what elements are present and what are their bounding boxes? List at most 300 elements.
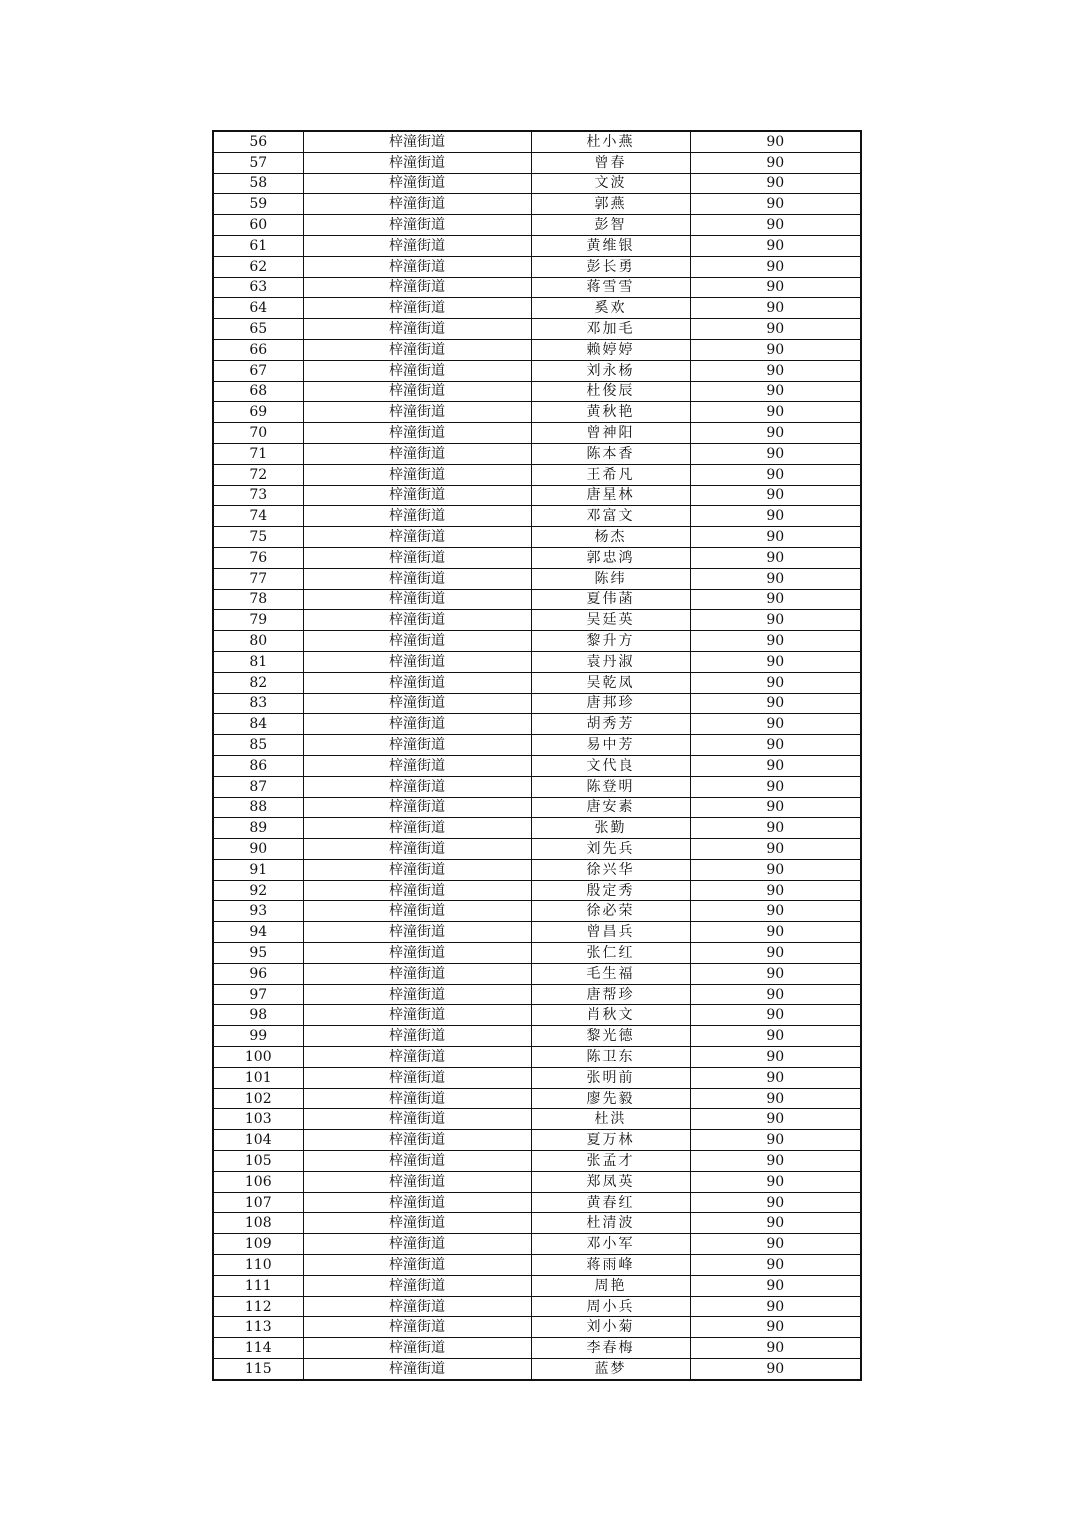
row-number-cell: 73 xyxy=(213,485,303,506)
street-cell: 梓潼街道 xyxy=(303,1067,531,1088)
row-number-cell: 61 xyxy=(213,235,303,256)
row-number-cell: 106 xyxy=(213,1171,303,1192)
table-row xyxy=(213,319,861,340)
street-cell: 梓潼街道 xyxy=(303,755,531,776)
table-row xyxy=(213,1275,861,1296)
street-cell: 梓潼街道 xyxy=(303,277,531,298)
person-name-cell: 文波 xyxy=(531,173,690,194)
person-name-cell: 刘小菊 xyxy=(531,1317,690,1338)
table-row xyxy=(213,922,861,943)
row-number-cell: 59 xyxy=(213,194,303,215)
person-name-cell: 黄秋艳 xyxy=(531,402,690,423)
person-name-cell: 吴廷英 xyxy=(531,610,690,631)
street-cell: 梓潼街道 xyxy=(303,1317,531,1338)
row-number-cell: 78 xyxy=(213,589,303,610)
person-name-cell: 邓小军 xyxy=(531,1234,690,1255)
row-number-cell: 60 xyxy=(213,215,303,236)
street-cell: 梓潼街道 xyxy=(303,1338,531,1359)
score-cell: 90 xyxy=(690,589,861,610)
row-number-cell: 58 xyxy=(213,173,303,194)
table-row xyxy=(213,1296,861,1317)
table-row xyxy=(213,485,861,506)
row-number-cell: 96 xyxy=(213,963,303,984)
row-number-cell: 112 xyxy=(213,1296,303,1317)
score-cell: 90 xyxy=(690,880,861,901)
table-row xyxy=(213,215,861,236)
street-cell: 梓潼街道 xyxy=(303,423,531,444)
score-cell: 90 xyxy=(690,651,861,672)
street-cell: 梓潼街道 xyxy=(303,1275,531,1296)
street-cell: 梓潼街道 xyxy=(303,1026,531,1047)
table-row xyxy=(213,984,861,1005)
table-row xyxy=(213,1255,861,1276)
score-cell: 90 xyxy=(690,1026,861,1047)
table-row xyxy=(213,714,861,735)
street-cell: 梓潼街道 xyxy=(303,131,531,152)
street-cell: 梓潼街道 xyxy=(303,818,531,839)
person-name-cell: 唐邦珍 xyxy=(531,693,690,714)
score-cell: 90 xyxy=(690,277,861,298)
score-cell: 90 xyxy=(690,547,861,568)
score-cell: 90 xyxy=(690,776,861,797)
street-cell: 梓潼街道 xyxy=(303,568,531,589)
person-name-cell: 郭燕 xyxy=(531,194,690,215)
table-row xyxy=(213,1026,861,1047)
street-cell: 梓潼街道 xyxy=(303,1130,531,1151)
row-number-cell: 88 xyxy=(213,797,303,818)
table-row xyxy=(213,1088,861,1109)
score-cell: 90 xyxy=(690,235,861,256)
table-row xyxy=(213,880,861,901)
table-row xyxy=(213,631,861,652)
row-number-cell: 72 xyxy=(213,464,303,485)
row-number-cell: 84 xyxy=(213,714,303,735)
row-number-cell: 104 xyxy=(213,1130,303,1151)
person-name-cell: 杜清波 xyxy=(531,1213,690,1234)
score-cell: 90 xyxy=(690,755,861,776)
table-row xyxy=(213,568,861,589)
score-cell: 90 xyxy=(690,256,861,277)
street-cell: 梓潼街道 xyxy=(303,1047,531,1068)
street-cell: 梓潼街道 xyxy=(303,1005,531,1026)
score-cell: 90 xyxy=(690,319,861,340)
row-number-cell: 107 xyxy=(213,1192,303,1213)
row-number-cell: 85 xyxy=(213,735,303,756)
row-number-cell: 66 xyxy=(213,339,303,360)
person-name-cell: 殷定秀 xyxy=(531,880,690,901)
person-name-cell: 唐星林 xyxy=(531,485,690,506)
street-cell: 梓潼街道 xyxy=(303,693,531,714)
street-cell: 梓潼街道 xyxy=(303,527,531,548)
row-number-cell: 62 xyxy=(213,256,303,277)
score-cell: 90 xyxy=(690,215,861,236)
score-cell: 90 xyxy=(690,152,861,173)
person-name-cell: 邓富文 xyxy=(531,506,690,527)
row-number-cell: 93 xyxy=(213,901,303,922)
row-number-cell: 113 xyxy=(213,1317,303,1338)
score-cell: 90 xyxy=(690,1088,861,1109)
street-cell: 梓潼街道 xyxy=(303,880,531,901)
person-name-cell: 曾春 xyxy=(531,152,690,173)
street-cell: 梓潼街道 xyxy=(303,589,531,610)
row-number-cell: 89 xyxy=(213,818,303,839)
row-number-cell: 81 xyxy=(213,651,303,672)
street-cell: 梓潼街道 xyxy=(303,839,531,860)
street-cell: 梓潼街道 xyxy=(303,194,531,215)
score-cell: 90 xyxy=(690,1255,861,1276)
person-name-cell: 李春梅 xyxy=(531,1338,690,1359)
row-number-cell: 94 xyxy=(213,922,303,943)
score-cell: 90 xyxy=(690,131,861,152)
table-row xyxy=(213,173,861,194)
street-cell: 梓潼街道 xyxy=(303,901,531,922)
row-number-cell: 80 xyxy=(213,631,303,652)
person-name-cell: 曾昌兵 xyxy=(531,922,690,943)
score-cell: 90 xyxy=(690,1338,861,1359)
score-cell: 90 xyxy=(690,1296,861,1317)
person-name-cell: 胡秀芳 xyxy=(531,714,690,735)
row-number-cell: 111 xyxy=(213,1275,303,1296)
score-cell: 90 xyxy=(690,797,861,818)
table-row xyxy=(213,1317,861,1338)
person-name-cell: 唐帮珍 xyxy=(531,984,690,1005)
person-name-cell: 彭智 xyxy=(531,215,690,236)
score-cell: 90 xyxy=(690,194,861,215)
street-cell: 梓潼街道 xyxy=(303,672,531,693)
row-number-cell: 67 xyxy=(213,360,303,381)
score-cell: 90 xyxy=(690,1047,861,1068)
person-name-cell: 张仁红 xyxy=(531,943,690,964)
street-cell: 梓潼街道 xyxy=(303,1171,531,1192)
person-name-cell: 杜洪 xyxy=(531,1109,690,1130)
score-cell: 90 xyxy=(690,672,861,693)
table-row xyxy=(213,818,861,839)
table-row xyxy=(213,1047,861,1068)
row-number-cell: 109 xyxy=(213,1234,303,1255)
table-row xyxy=(213,423,861,444)
score-cell: 90 xyxy=(690,1234,861,1255)
street-cell: 梓潼街道 xyxy=(303,943,531,964)
table-row xyxy=(213,963,861,984)
row-number-cell: 56 xyxy=(213,131,303,152)
score-cell: 90 xyxy=(690,485,861,506)
table-row xyxy=(213,1213,861,1234)
row-number-cell: 98 xyxy=(213,1005,303,1026)
street-cell: 梓潼街道 xyxy=(303,360,531,381)
table-row xyxy=(213,1171,861,1192)
street-cell: 梓潼街道 xyxy=(303,859,531,880)
score-cell: 90 xyxy=(690,527,861,548)
table-row xyxy=(213,1151,861,1172)
score-cell: 90 xyxy=(690,1109,861,1130)
table-row xyxy=(213,1359,861,1380)
score-cell: 90 xyxy=(690,1171,861,1192)
street-cell: 梓潼街道 xyxy=(303,402,531,423)
row-number-cell: 90 xyxy=(213,839,303,860)
row-number-cell: 57 xyxy=(213,152,303,173)
table-row xyxy=(213,443,861,464)
row-number-cell: 99 xyxy=(213,1026,303,1047)
row-number-cell: 102 xyxy=(213,1088,303,1109)
score-cell: 90 xyxy=(690,839,861,860)
score-cell: 90 xyxy=(690,402,861,423)
table-row xyxy=(213,839,861,860)
table-row xyxy=(213,547,861,568)
table-row xyxy=(213,256,861,277)
row-number-cell: 75 xyxy=(213,527,303,548)
table-row xyxy=(213,298,861,319)
street-cell: 梓潼街道 xyxy=(303,1192,531,1213)
table-row xyxy=(213,943,861,964)
table-row xyxy=(213,776,861,797)
street-cell: 梓潼街道 xyxy=(303,1234,531,1255)
person-name-cell: 曾神阳 xyxy=(531,423,690,444)
score-cell: 90 xyxy=(690,443,861,464)
score-cell: 90 xyxy=(690,943,861,964)
row-number-cell: 76 xyxy=(213,547,303,568)
score-cell: 90 xyxy=(690,506,861,527)
street-cell: 梓潼街道 xyxy=(303,173,531,194)
street-cell: 梓潼街道 xyxy=(303,319,531,340)
street-cell: 梓潼街道 xyxy=(303,1359,531,1380)
street-cell: 梓潼街道 xyxy=(303,984,531,1005)
table-row xyxy=(213,277,861,298)
person-name-cell: 杜小燕 xyxy=(531,131,690,152)
person-name-cell: 杨杰 xyxy=(531,527,690,548)
person-name-cell: 黎光德 xyxy=(531,1026,690,1047)
score-cell: 90 xyxy=(690,984,861,1005)
person-name-cell: 邓加毛 xyxy=(531,319,690,340)
row-number-cell: 103 xyxy=(213,1109,303,1130)
person-name-cell: 张明前 xyxy=(531,1067,690,1088)
table-row xyxy=(213,1338,861,1359)
table-row xyxy=(213,1192,861,1213)
person-name-cell: 蒋雨峰 xyxy=(531,1255,690,1276)
person-name-cell: 蓝梦 xyxy=(531,1359,690,1380)
person-name-cell: 袁丹淑 xyxy=(531,651,690,672)
street-cell: 梓潼街道 xyxy=(303,464,531,485)
table-row xyxy=(213,859,861,880)
person-name-cell: 陈本香 xyxy=(531,443,690,464)
person-name-cell: 郭忠鸿 xyxy=(531,547,690,568)
row-number-cell: 105 xyxy=(213,1151,303,1172)
street-cell: 梓潼街道 xyxy=(303,922,531,943)
score-cell: 90 xyxy=(690,1213,861,1234)
person-name-cell: 黄春红 xyxy=(531,1192,690,1213)
table-row xyxy=(213,464,861,485)
row-number-cell: 114 xyxy=(213,1338,303,1359)
score-cell: 90 xyxy=(690,735,861,756)
score-cell: 90 xyxy=(690,1317,861,1338)
score-cell: 90 xyxy=(690,360,861,381)
person-name-cell: 张勤 xyxy=(531,818,690,839)
person-name-cell: 陈登明 xyxy=(531,776,690,797)
score-cell: 90 xyxy=(690,339,861,360)
street-cell: 梓潼街道 xyxy=(303,631,531,652)
score-cell: 90 xyxy=(690,1067,861,1088)
row-number-cell: 79 xyxy=(213,610,303,631)
row-number-cell: 68 xyxy=(213,381,303,402)
street-cell: 梓潼街道 xyxy=(303,1088,531,1109)
row-number-cell: 65 xyxy=(213,319,303,340)
score-cell: 90 xyxy=(690,1130,861,1151)
person-name-cell: 易中芳 xyxy=(531,735,690,756)
score-cell: 90 xyxy=(690,568,861,589)
street-cell: 梓潼街道 xyxy=(303,547,531,568)
person-name-cell: 黄维银 xyxy=(531,235,690,256)
person-name-cell: 唐安素 xyxy=(531,797,690,818)
table-row xyxy=(213,339,861,360)
score-cell: 90 xyxy=(690,464,861,485)
person-name-cell: 黎升方 xyxy=(531,631,690,652)
table-row xyxy=(213,152,861,173)
street-cell: 梓潼街道 xyxy=(303,381,531,402)
row-number-cell: 101 xyxy=(213,1067,303,1088)
score-cell: 90 xyxy=(690,1151,861,1172)
person-name-cell: 徐兴华 xyxy=(531,859,690,880)
row-number-cell: 63 xyxy=(213,277,303,298)
person-name-cell: 蒋雪雪 xyxy=(531,277,690,298)
score-cell: 90 xyxy=(690,298,861,319)
row-number-cell: 70 xyxy=(213,423,303,444)
row-number-cell: 108 xyxy=(213,1213,303,1234)
table-row xyxy=(213,1234,861,1255)
table-row xyxy=(213,735,861,756)
street-cell: 梓潼街道 xyxy=(303,776,531,797)
score-cell: 90 xyxy=(690,381,861,402)
person-name-cell: 彭长勇 xyxy=(531,256,690,277)
table-row xyxy=(213,755,861,776)
person-name-cell: 陈纬 xyxy=(531,568,690,589)
score-cell: 90 xyxy=(690,901,861,922)
row-number-cell: 115 xyxy=(213,1359,303,1380)
row-number-cell: 92 xyxy=(213,880,303,901)
street-cell: 梓潼街道 xyxy=(303,235,531,256)
score-cell: 90 xyxy=(690,818,861,839)
roster-table-body xyxy=(213,131,861,1380)
person-name-cell: 吴乾凤 xyxy=(531,672,690,693)
table-row xyxy=(213,1005,861,1026)
person-name-cell: 文代良 xyxy=(531,755,690,776)
score-cell: 90 xyxy=(690,963,861,984)
score-cell: 90 xyxy=(690,714,861,735)
score-cell: 90 xyxy=(690,423,861,444)
street-cell: 梓潼街道 xyxy=(303,485,531,506)
person-name-cell: 周艳 xyxy=(531,1275,690,1296)
table-row xyxy=(213,506,861,527)
street-cell: 梓潼街道 xyxy=(303,1213,531,1234)
person-name-cell: 夏万林 xyxy=(531,1130,690,1151)
score-cell: 90 xyxy=(690,693,861,714)
row-number-cell: 77 xyxy=(213,568,303,589)
table-row xyxy=(213,672,861,693)
score-cell: 90 xyxy=(690,922,861,943)
table-row xyxy=(213,235,861,256)
score-cell: 90 xyxy=(690,1275,861,1296)
street-cell: 梓潼街道 xyxy=(303,735,531,756)
person-name-cell: 夏伟菡 xyxy=(531,589,690,610)
table-row xyxy=(213,1067,861,1088)
street-cell: 梓潼街道 xyxy=(303,506,531,527)
person-name-cell: 王希凡 xyxy=(531,464,690,485)
person-name-cell: 赖婷婷 xyxy=(531,339,690,360)
table-row xyxy=(213,589,861,610)
person-name-cell: 徐必荣 xyxy=(531,901,690,922)
street-cell: 梓潼街道 xyxy=(303,152,531,173)
street-cell: 梓潼街道 xyxy=(303,651,531,672)
row-number-cell: 83 xyxy=(213,693,303,714)
score-cell: 90 xyxy=(690,610,861,631)
row-number-cell: 91 xyxy=(213,859,303,880)
street-cell: 梓潼街道 xyxy=(303,1296,531,1317)
person-name-cell: 刘先兵 xyxy=(531,839,690,860)
table-row xyxy=(213,381,861,402)
street-cell: 梓潼街道 xyxy=(303,797,531,818)
person-name-cell: 郑凤英 xyxy=(531,1171,690,1192)
table-row xyxy=(213,527,861,548)
row-number-cell: 69 xyxy=(213,402,303,423)
street-cell: 梓潼街道 xyxy=(303,215,531,236)
table-row xyxy=(213,402,861,423)
person-name-cell: 杜俊辰 xyxy=(531,381,690,402)
table-row xyxy=(213,693,861,714)
row-number-cell: 110 xyxy=(213,1255,303,1276)
row-number-cell: 97 xyxy=(213,984,303,1005)
street-cell: 梓潼街道 xyxy=(303,339,531,360)
roster-table xyxy=(212,130,862,1381)
street-cell: 梓潼街道 xyxy=(303,256,531,277)
table-row xyxy=(213,194,861,215)
row-number-cell: 100 xyxy=(213,1047,303,1068)
score-cell: 90 xyxy=(690,859,861,880)
person-name-cell: 毛生福 xyxy=(531,963,690,984)
street-cell: 梓潼街道 xyxy=(303,1255,531,1276)
row-number-cell: 64 xyxy=(213,298,303,319)
person-name-cell: 奚欢 xyxy=(531,298,690,319)
table-row xyxy=(213,131,861,152)
street-cell: 梓潼街道 xyxy=(303,610,531,631)
street-cell: 梓潼街道 xyxy=(303,1109,531,1130)
table-row xyxy=(213,1109,861,1130)
row-number-cell: 82 xyxy=(213,672,303,693)
person-name-cell: 张孟才 xyxy=(531,1151,690,1172)
table-row xyxy=(213,797,861,818)
person-name-cell: 周小兵 xyxy=(531,1296,690,1317)
person-name-cell: 陈卫东 xyxy=(531,1047,690,1068)
table-row xyxy=(213,901,861,922)
table-row xyxy=(213,610,861,631)
person-name-cell: 刘永杨 xyxy=(531,360,690,381)
row-number-cell: 74 xyxy=(213,506,303,527)
street-cell: 梓潼街道 xyxy=(303,714,531,735)
street-cell: 梓潼街道 xyxy=(303,298,531,319)
street-cell: 梓潼街道 xyxy=(303,443,531,464)
table-row xyxy=(213,651,861,672)
score-cell: 90 xyxy=(690,1005,861,1026)
row-number-cell: 87 xyxy=(213,776,303,797)
row-number-cell: 71 xyxy=(213,443,303,464)
row-number-cell: 86 xyxy=(213,755,303,776)
score-cell: 90 xyxy=(690,1192,861,1213)
table-row xyxy=(213,360,861,381)
row-number-cell: 95 xyxy=(213,943,303,964)
score-cell: 90 xyxy=(690,631,861,652)
person-name-cell: 肖秋文 xyxy=(531,1005,690,1026)
score-cell: 90 xyxy=(690,1359,861,1380)
street-cell: 梓潼街道 xyxy=(303,1151,531,1172)
street-cell: 梓潼街道 xyxy=(303,963,531,984)
person-name-cell: 廖先毅 xyxy=(531,1088,690,1109)
